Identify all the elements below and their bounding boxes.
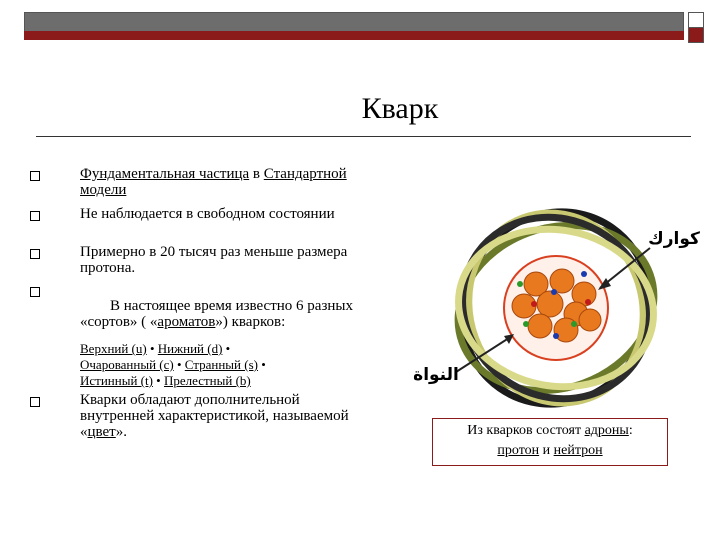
label-nucleus: النواة (413, 365, 459, 385)
link-down-quark[interactable]: Нижний (d) (157, 341, 223, 356)
caption-text: : (628, 423, 633, 438)
corner-square-accent-icon (688, 27, 704, 43)
link-flavors[interactable]: ароматов (157, 314, 216, 330)
separator: • (173, 357, 185, 372)
bullet-text: Примерно в 20 тысяч раз меньше размера протона. (80, 244, 348, 276)
title-divider (36, 136, 691, 137)
link-bottom-quark[interactable]: Прелестный (b) (163, 373, 251, 388)
bullet-text: ». (115, 424, 127, 440)
bullet-text: в (249, 166, 264, 182)
bullet-text: Кварки обладают дополнительной внутренней характеристикой, называемой « (80, 392, 349, 440)
bullet-text: Не наблюдается в свободном состоянии (80, 206, 335, 222)
link-fundamental-particle[interactable]: Фундаментальная частица (80, 166, 250, 182)
link-up-quark[interactable]: Верхний (u) (80, 341, 147, 356)
link-strange-quark[interactable]: Странный (s) (184, 357, 258, 372)
link-charm-quark[interactable]: Очарованный (c) (80, 357, 174, 372)
square-bullet-icon (30, 171, 40, 181)
corner-square-icon (688, 12, 704, 28)
separator: • (257, 357, 266, 372)
separator: • (222, 341, 231, 356)
label-quark: كوارك (648, 229, 700, 249)
link-standard-model[interactable]: Стандартной модели (80, 166, 347, 198)
square-bullet-icon (30, 397, 40, 407)
top-accent-bar (24, 31, 684, 40)
atom-illustration (404, 196, 716, 416)
flavor-list (80, 341, 360, 389)
square-bullet-icon (30, 211, 40, 221)
bullet-text: В настоящее время известно 6 разных «сортов» ( « (80, 298, 357, 330)
link-top-quark[interactable]: Истинный (t) (80, 373, 153, 388)
top-decor-bar (24, 12, 684, 32)
caption-text: Из кварков состоят (467, 423, 585, 438)
link-hadrons[interactable]: адроны (584, 423, 629, 438)
square-bullet-icon (30, 249, 40, 259)
link-neutron[interactable]: нейтрон (553, 443, 603, 458)
separator: • (146, 341, 158, 356)
bullet-text: ») кварков: (215, 314, 286, 330)
caption-box (432, 418, 668, 466)
separator: • (152, 373, 164, 388)
link-color[interactable]: цвет (87, 424, 116, 440)
slide-title: Кварк (361, 92, 439, 125)
caption-text: и (539, 443, 554, 458)
link-proton[interactable]: протон (497, 443, 540, 458)
square-bullet-icon (30, 287, 40, 297)
